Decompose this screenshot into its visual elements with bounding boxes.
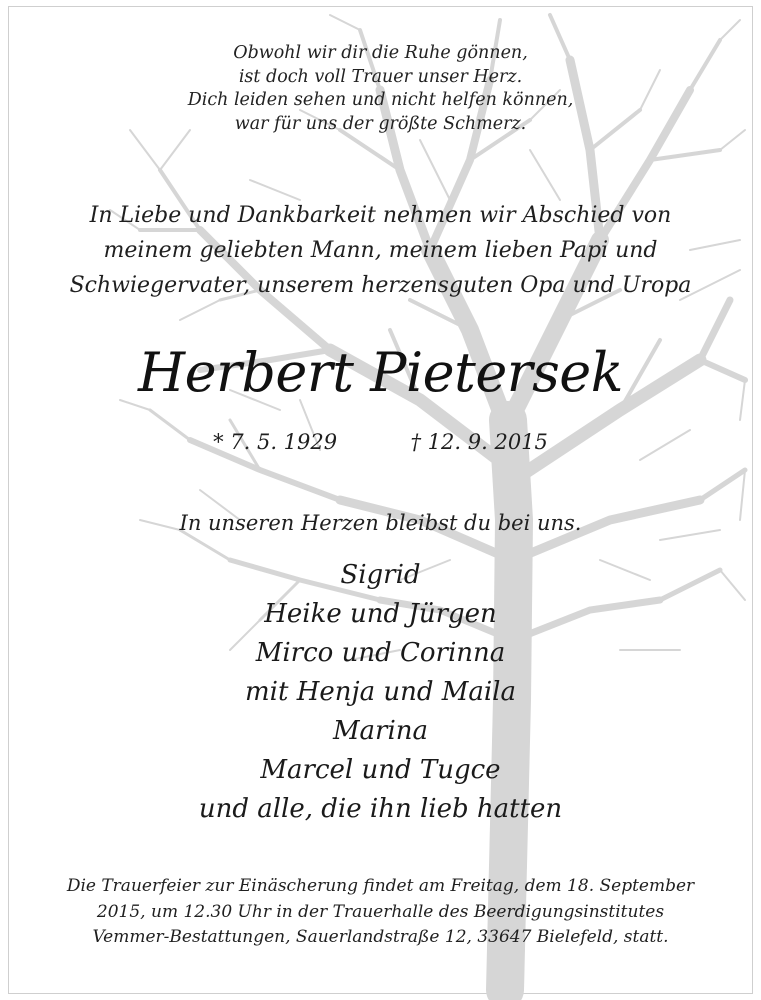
poem (0, 42, 761, 136)
birth-date: * 7. 5. 1929 (213, 430, 338, 454)
family-line: mit Henja und Maila (245, 677, 516, 707)
funeral-notice (0, 874, 761, 951)
poem-line: Obwohl wir dir die Ruhe gönnen, (233, 43, 528, 63)
family-line: Marcel und Tugce (260, 755, 501, 785)
farewell-line: Schwiegervater, unserem herzensguten Opa und Uropa (69, 273, 692, 298)
family-line: Sigrid (340, 560, 421, 590)
poem-line: Dich leiden sehen und nicht helfen können, (187, 90, 574, 110)
deceased-name: Herbert Pietersek (138, 341, 623, 404)
life-dates (0, 427, 761, 457)
family-line: Mirco und Corinna (255, 638, 506, 668)
family-line: und alle, die ihn lieb hatten (198, 794, 563, 824)
family-line: Heike und Jürgen (264, 599, 497, 629)
notice-line: Vemmer-Bestattungen, Sauerlandstraße 12, 33647 Bielefeld, statt. (92, 927, 669, 947)
farewell-line: meinem geliebten Mann, meinem lieben Papi und (103, 238, 658, 263)
poem-line: ist doch voll Trauer unser Herz. (238, 66, 523, 87)
death-date: † 12. 9. 2015 (410, 430, 548, 454)
motto: In unseren Herzen bleibst du bei uns. (179, 511, 582, 535)
farewell-text (0, 198, 761, 303)
farewell-line: In Liebe und Dankbarkeit nehmen wir Abschied von (89, 203, 672, 228)
poem-line: war für uns der größte Schmerz. (234, 113, 527, 134)
family-line: Marina (332, 716, 429, 746)
family-list (0, 556, 761, 829)
notice-line: Die Trauerfeier zur Einäscherung findet am Freitag, dem 18. September (66, 876, 695, 896)
notice-line: 2015, um 12.30 Uhr in der Trauerhalle des Beerdigungsinstitutes (96, 901, 665, 922)
